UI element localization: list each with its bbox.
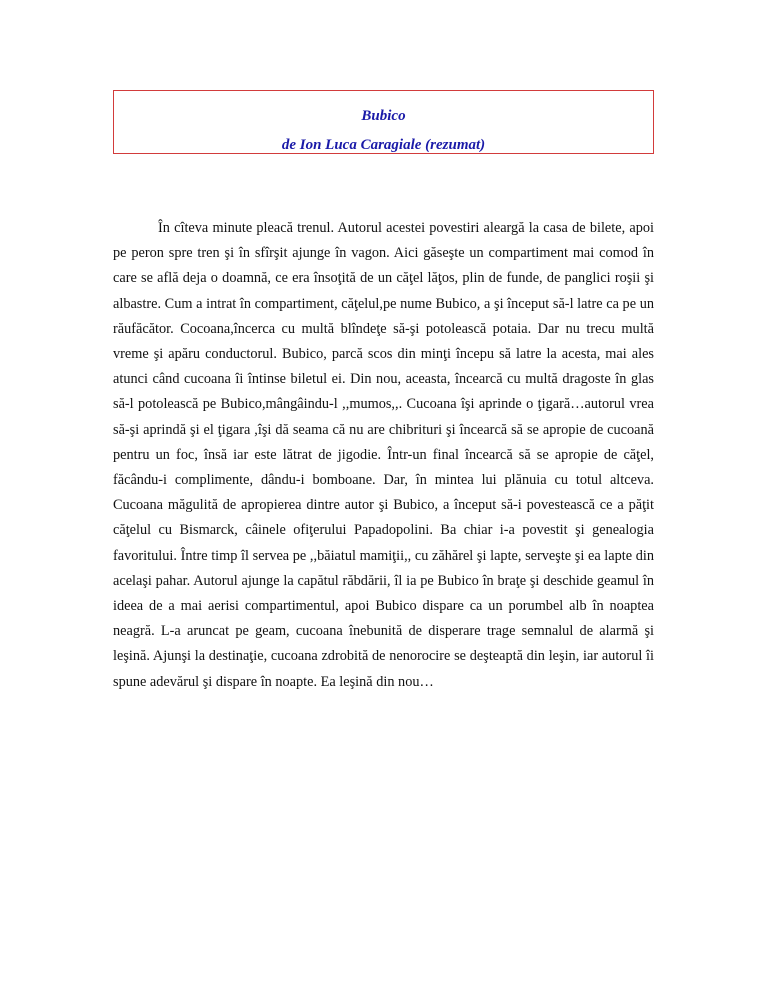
- document-title: Bubico: [361, 108, 406, 124]
- document-subtitle: de Ion Luca Caragiale (rezumat): [281, 137, 486, 153]
- summary-paragraph: În cîteva minute pleacă trenul. Autorul acestei povestiri aleargă la casa de bilete, apoi pe peron spre tren şi în sfîrşit ajunge în vagon. Aici găseşte un compartiment mai comod în care se află deja o doamnă, ce era însoţită de un căţel lăţos, plin de funde, de panglici roşii şi albastre. Cum a intrat în compartiment, căţelul,pe nume Bubico, a şi început să-l latre ca pe un răufăcător. Cocoana,încerca cu multă blîndeţe să-şi potolească potaia. Dar nu trecu multă vreme şi apăru conductorul. Bubico, parcă scos din minţi începu să latre la acesta, mai ales atunci când cucoana îi întinse biletul ei. Din nou, aceasta, încearcă cu multă dragoste în glas să-l potolească pe Bubico,mângâindu-l ,,mumos,,. Cucoana îşi aprinde o ţigară…autorul vrea să-şi aprindă şi el ţigara ,îşi dă seama că nu are chibrituri şi încearcă să se apropie de cucoană pentru un foc, însă iar este lătrat de jigodie. Într-un final încearcă să se apropie de căţel, făcându-i complimente, dându-i bomboane. Dar, în mintea lui plănuia cu totul altceva. Cucoana măgulită de apropierea dintre autor şi Bubico, a început să-i povestească ce a păţit căţelul cu Bismarck, câinele ofiţerului Papadopolini. Ba chiar i-a povestit şi genealogia favoritului. Între timp îl servea pe ,,băiatul mamiţii,, cu zăhărel şi lapte, serveşte şi ea lapte din acelaşi pahar. Autorul ajunge la capătul răbdării, îl ia pe Bubico în braţe şi deschide geamul în ideea de a mai aerisi compartimentul, apoi Bubico dispare ca un porumbel alb în noaptea neagră. L-a aruncat pe geam, cucoana înebunită de disperare trage semnalul de alarmă şi leşină. Ajunşi la destinaţie, cucoana zdrobită de nenorocire se deşteaptă din leşin, iar autorul îi spune adevărul şi dispare în noapte. Ea leşină din nou…: [113, 220, 654, 690]
- title-frame: [113, 90, 654, 154]
